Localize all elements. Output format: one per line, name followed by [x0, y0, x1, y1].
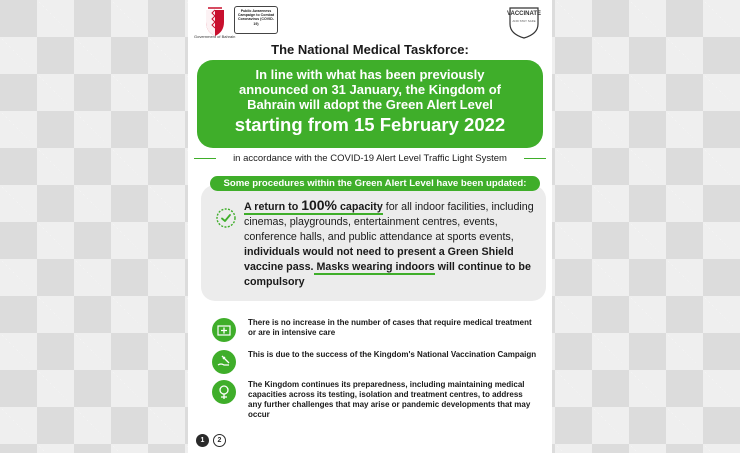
update-description [244, 198, 540, 290]
reason-item [212, 350, 542, 374]
update-part-4: individuals would not need to present a Green Shield vaccine pass. [244, 246, 514, 273]
reason-item [212, 380, 542, 419]
reason-text: The Kingdom continues its preparedness, including maintaining medical capacities across its testing, isolation and treatment centres, to address any further challenges that may arise or pandemic developments that may occur [248, 380, 531, 419]
update-part-5: Masks wearing indoors [313, 261, 435, 273]
update-part-6: will continue to be compulsory [244, 261, 531, 288]
capacity-value: 100% [301, 197, 338, 213]
divider-right [524, 158, 546, 159]
medical-preparedness-icon [212, 380, 236, 404]
page-indicator [196, 434, 236, 448]
announcement-box [197, 60, 543, 148]
reason-text: There is no increase in the number of cases that require medical treatment or are in intensive care [248, 318, 532, 337]
update-part-1: A return to [244, 201, 302, 213]
page-1-button[interactable]: 1 [196, 434, 209, 447]
announcement-line-2: announced on 31 January, the Kingdom of [239, 82, 501, 97]
announcement-date-line: starting from 15 February 2022 [234, 114, 506, 135]
checkmark-icon [216, 208, 236, 228]
alert-system-note: in accordance with the COVID-19 Alert Level Traffic Light System [233, 153, 507, 164]
update-part-3: for all indoor facilities, including cinemas, playgrounds, entertainment centres, events, conference halls, and public attendance at sports events, [244, 201, 534, 243]
capacity-phrase [244, 197, 383, 215]
alert-system-note-row [194, 153, 546, 165]
reason-text: This is due to the success of the Kingdom's National Vaccination Campaign [248, 350, 537, 359]
vaccinate-subtitle: AND STAY SAFE [512, 19, 536, 23]
campaign-badge: Public Awareness Campaign to Combat Coronavirus (COVID-19) [234, 6, 278, 34]
vaccinate-title: VACCINATE [506, 11, 542, 17]
procedures-banner: Some procedures within the Green Alert Level have been updated: [210, 176, 540, 191]
reason-item [212, 318, 542, 342]
vaccination-hand-icon [212, 350, 236, 374]
infographic-card [188, 0, 552, 453]
update-part-2: capacity [337, 201, 383, 213]
page-title: The National Medical Taskforce: [271, 42, 469, 57]
government-label: Government of Bahrain [194, 34, 236, 39]
page-2-button[interactable]: 2 [213, 434, 226, 447]
announcement-line-1: In line with what has been previously [255, 67, 485, 82]
announcement-line-3: Bahrain will adopt the Green Alert Level [247, 97, 493, 112]
hospital-cases-icon [212, 318, 236, 342]
header-bar [188, 0, 552, 40]
